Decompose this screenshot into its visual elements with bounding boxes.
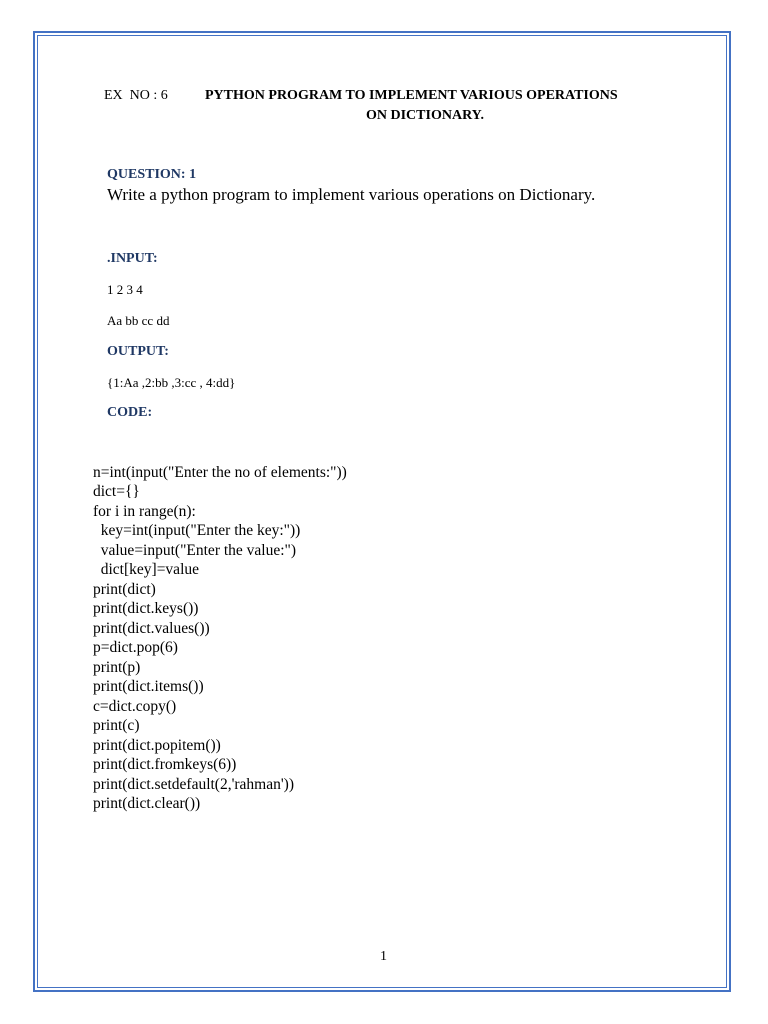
output-text: {1:Aa ,2:bb ,3:cc , 4:dd} [107,375,236,390]
code-block [93,443,347,833]
code-heading: CODE: [107,405,153,420]
code-line: key=int(input("Enter the key:")) [93,522,301,539]
exercise-number: EX NO : 6 [104,88,168,103]
input-line-1: 1 2 3 4 [107,282,143,297]
document-title-line-2: ON DICTIONARY. [366,108,485,123]
question-text: Write a python program to implement various operations on Dictionary. [107,185,596,204]
document-title-line-1: PYTHON PROGRAM TO IMPLEMENT VARIOUS OPERATIONS [205,88,618,103]
code-line: print(dict.popitem()) [93,736,221,754]
code-line: print(dict.values()) [93,619,210,637]
code-line: print(dict.setdefault(2,'rahman')) [93,775,294,793]
code-line: print(dict) [93,580,156,598]
input-heading: .INPUT: [107,251,158,266]
output-heading: OUTPUT: [107,344,169,359]
page-number: 1 [380,949,387,964]
input-line-2: Aa bb cc dd [107,313,170,328]
code-line: print(p) [93,658,141,676]
code-line: print(dict.items()) [93,678,204,695]
code-line: c=dict.copy() [93,697,177,715]
code-line: print(c) [93,717,140,734]
code-line: print(dict.keys()) [93,600,199,617]
code-line: n=int(input("Enter the no of elements:")) [93,463,347,481]
question-heading: QUESTION: 1 [107,167,197,182]
code-line: p=dict.pop(6) [93,639,178,656]
code-line: print(dict.fromkeys(6)) [93,756,237,773]
code-line: for i in range(n): [93,502,196,520]
code-line: dict[key]=value [93,561,200,578]
code-line: print(dict.clear()) [93,795,201,812]
code-line: dict={} [93,483,140,500]
code-line: value=input("Enter the value:") [93,541,297,559]
